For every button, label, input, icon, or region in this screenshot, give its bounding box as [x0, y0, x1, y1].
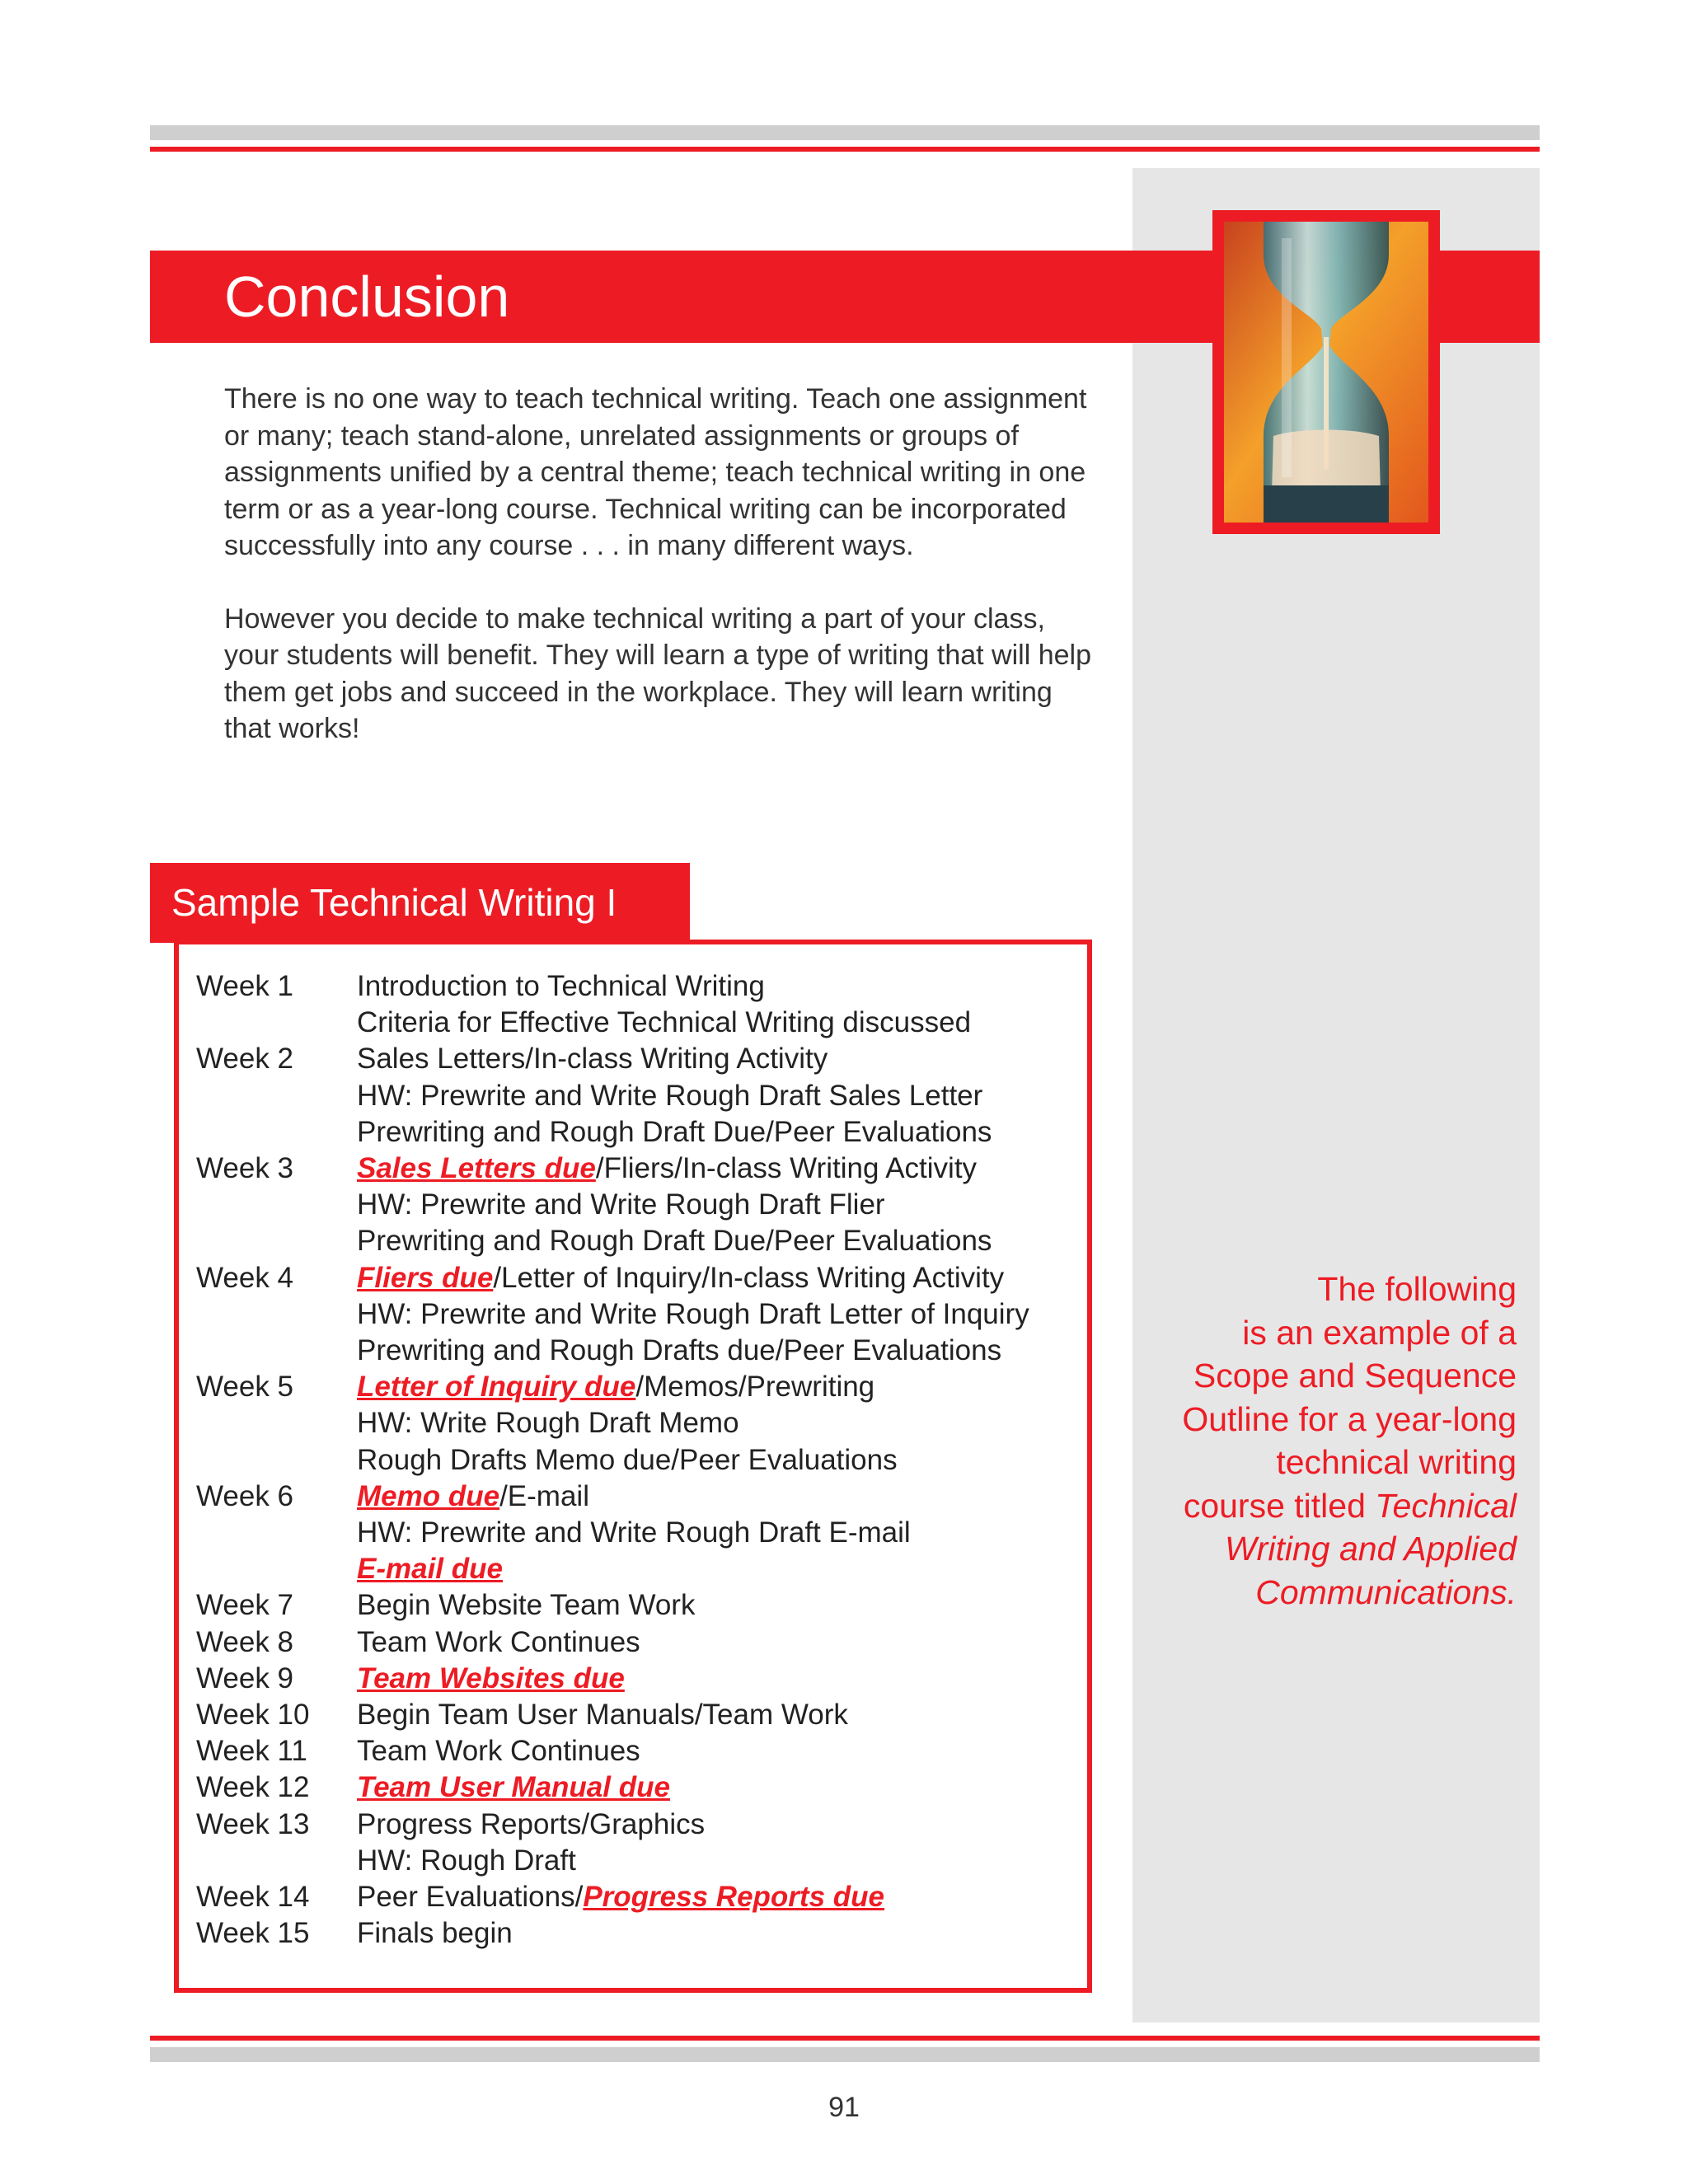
activity-text: HW: Prewrite and Write Rough Draft Letter of Inquiry: [357, 1297, 1029, 1330]
week-activity: [357, 1915, 1078, 1952]
week-activity: [357, 1442, 1078, 1479]
schedule-row: [196, 1333, 1078, 1369]
week-label: Week 2: [196, 1043, 294, 1076]
due-item: Letter of Inquiry due: [357, 1371, 636, 1404]
week-activity: [357, 1879, 1078, 1915]
week-label: Week 10: [196, 1699, 310, 1732]
side-note: [1137, 1268, 1517, 1614]
week-label: [196, 1333, 357, 1369]
schedule-row: [196, 1769, 1078, 1806]
schedule-row: [196, 1296, 1078, 1333]
due-item: Team Websites due: [357, 1661, 625, 1694]
activity-text: Progress Reports/Graphics: [357, 1807, 706, 1840]
activity-text: HW: Rough Draft: [357, 1844, 576, 1877]
week-activity: [357, 1151, 1078, 1187]
schedule-title: Sample Technical Writing I: [171, 881, 617, 924]
top-grey-rule: [150, 125, 1540, 140]
week-activity: [357, 1260, 1078, 1296]
week-label: Week 4: [196, 1261, 294, 1294]
week-label: Week 5: [196, 1371, 294, 1404]
schedule-row: [196, 1587, 1078, 1624]
schedule-row: [196, 1915, 1078, 1952]
activity-text: Begin Team User Manuals/Team Work: [357, 1699, 848, 1732]
activity-text: Finals begin: [357, 1917, 513, 1950]
activity-text: Rough Drafts Memo due/Peer Evaluations: [357, 1443, 898, 1476]
week-activity: [357, 1479, 1078, 1515]
week-label: Week 6: [196, 1479, 294, 1512]
bottom-red-rule: [150, 2036, 1540, 2041]
schedule-row: [196, 1807, 1078, 1843]
side-note-line: Scope and Sequence: [1193, 1357, 1517, 1394]
activity-text: HW: Prewrite and Write Rough Draft Flier: [357, 1188, 885, 1221]
schedule-row: [196, 968, 1078, 1005]
week-activity: [357, 1587, 1078, 1624]
schedule-row: [196, 1260, 1078, 1296]
activity-text: Sales Letters/In-class Writing Activity: [357, 1043, 828, 1076]
week-activity: [357, 1697, 1078, 1733]
schedule-row: [196, 1515, 1078, 1551]
side-note-line: technical writing: [1276, 1443, 1517, 1481]
week-activity: [357, 968, 1078, 1005]
week-label: Week 13: [196, 1807, 310, 1840]
due-item: E-mail due: [357, 1553, 503, 1586]
week-label: Week 1: [196, 970, 294, 1002]
course-title-part: Technical: [1375, 1486, 1517, 1525]
activity-text: /Fliers/In-class Writing Activity: [595, 1152, 978, 1185]
schedule-row: [196, 1078, 1078, 1114]
activity-text: /E-mail: [499, 1479, 589, 1512]
due-item: Fliers due: [357, 1261, 494, 1294]
week-activity: [357, 1515, 1078, 1551]
week-label: [196, 1551, 357, 1587]
week-activity: [357, 1661, 1078, 1697]
course-title-part: Communications.: [1255, 1572, 1517, 1611]
activity-text: Peer Evaluations/: [357, 1881, 584, 1914]
week-label: [196, 1515, 357, 1551]
activity-text: Team Work Continues: [357, 1735, 640, 1768]
week-label: Week 8: [196, 1625, 294, 1658]
week-label: Week 12: [196, 1771, 310, 1804]
week-label: [196, 1442, 357, 1479]
schedule-row: [196, 1843, 1078, 1879]
week-label: Week 15: [196, 1917, 310, 1950]
schedule-row: [196, 1697, 1078, 1733]
week-activity: [357, 1405, 1078, 1441]
week-activity: [357, 1114, 1078, 1151]
schedule-row: [196, 1114, 1078, 1151]
week-activity: [357, 1333, 1078, 1369]
schedule-row: [196, 1405, 1078, 1441]
schedule-row: [196, 1879, 1078, 1915]
activity-text: /Memos/Prewriting: [635, 1371, 875, 1404]
side-note-line: [1137, 1484, 1517, 1528]
activity-text: Team Work Continues: [357, 1625, 640, 1658]
course-title-part: Writing and Applied: [1224, 1530, 1517, 1568]
intro-paragraph-1: There is no one way to teach technical writing. Teach one assignment or many; teach stand-alone, unrelated assignments or groups of assignments unified by a central theme; teach technical writing in one term or as a year-long course. Technical writing can be incorporated successfully into any course . . . in many different ways.: [224, 383, 1087, 561]
schedule-row: [196, 1442, 1078, 1479]
activity-text: Prewriting and Rough Drafts due/Peer Evaluations: [357, 1334, 1002, 1367]
activity-text: HW: Prewrite and Write Rough Draft Sales Letter: [357, 1079, 983, 1112]
week-label: [196, 1223, 357, 1259]
schedule-row: [196, 1369, 1078, 1405]
photo-frame: [1212, 210, 1440, 534]
week-activity: [357, 1041, 1078, 1077]
week-activity: [357, 1223, 1078, 1259]
intro-text: [224, 381, 1098, 784]
week-label: [196, 1078, 357, 1114]
due-item: Team User Manual due: [357, 1771, 670, 1804]
page-number: 91: [828, 2092, 860, 2123]
week-activity: [357, 1807, 1078, 1843]
activity-text: HW: Prewrite and Write Rough Draft E-mail: [357, 1516, 911, 1549]
page-title: Conclusion: [224, 265, 510, 329]
schedule-row: [196, 1551, 1078, 1587]
week-label: Week 3: [196, 1152, 294, 1185]
side-note-prefix: course titled: [1183, 1486, 1376, 1525]
top-red-rule: [150, 147, 1540, 152]
intro-paragraph-2: However you decide to make technical writing a part of your class, your students will benefit. They will learn a type of writing that will help them get jobs and succeed in the workplace. They will learn writing that works!: [224, 602, 1091, 744]
schedule-list: [196, 968, 1078, 1952]
week-label: [196, 1296, 357, 1333]
week-label: [196, 1114, 357, 1151]
week-label: Week 14: [196, 1881, 310, 1914]
activity-text: Begin Website Team Work: [357, 1589, 696, 1622]
week-label: [196, 1187, 357, 1223]
hourglass-photo-icon: [1224, 222, 1428, 523]
activity-text: Criteria for Effective Technical Writing discussed: [357, 1006, 972, 1039]
week-label: Week 9: [196, 1661, 294, 1694]
activity-text: HW: Write Rough Draft Memo: [357, 1407, 739, 1440]
week-activity: [357, 1187, 1078, 1223]
week-activity: [357, 1733, 1078, 1769]
activity-text: Prewriting and Rough Draft Due/Peer Evaluations: [357, 1225, 992, 1258]
side-note-line: is an example of a: [1242, 1313, 1517, 1352]
week-activity: [357, 1551, 1078, 1587]
schedule-row: [196, 1005, 1078, 1041]
schedule-row: [196, 1151, 1078, 1187]
schedule-row: [196, 1479, 1078, 1515]
due-item: Memo due: [357, 1479, 500, 1512]
week-label: [196, 1843, 357, 1879]
schedule-row: [196, 1187, 1078, 1223]
week-label: [196, 1005, 357, 1041]
schedule-row: [196, 1624, 1078, 1661]
week-activity: [357, 1769, 1078, 1806]
activity-text: Introduction to Technical Writing: [357, 970, 765, 1002]
activity-text: /Letter of Inquiry/In-class Writing Activity: [493, 1261, 1005, 1294]
schedule-row: [196, 1661, 1078, 1697]
due-item: Sales Letters due: [357, 1152, 596, 1185]
week-activity: [357, 1369, 1078, 1405]
bottom-grey-rule: [150, 2047, 1540, 2062]
week-label: Week 7: [196, 1589, 294, 1622]
week-label: [196, 1405, 357, 1441]
due-item: Progress Reports due: [583, 1881, 884, 1914]
schedule-row: [196, 1223, 1078, 1259]
week-label: Week 11: [196, 1735, 307, 1768]
side-note-line: The following: [1317, 1270, 1517, 1308]
week-activity: [357, 1843, 1078, 1879]
week-activity: [357, 1078, 1078, 1114]
side-note-line: Outline for a year-long: [1182, 1399, 1517, 1438]
week-activity: [357, 1296, 1078, 1333]
schedule-row: [196, 1041, 1078, 1077]
week-activity: [357, 1624, 1078, 1661]
activity-text: Prewriting and Rough Draft Due/Peer Evaluations: [357, 1115, 992, 1148]
week-activity: [357, 1005, 1078, 1041]
schedule-row: [196, 1733, 1078, 1769]
